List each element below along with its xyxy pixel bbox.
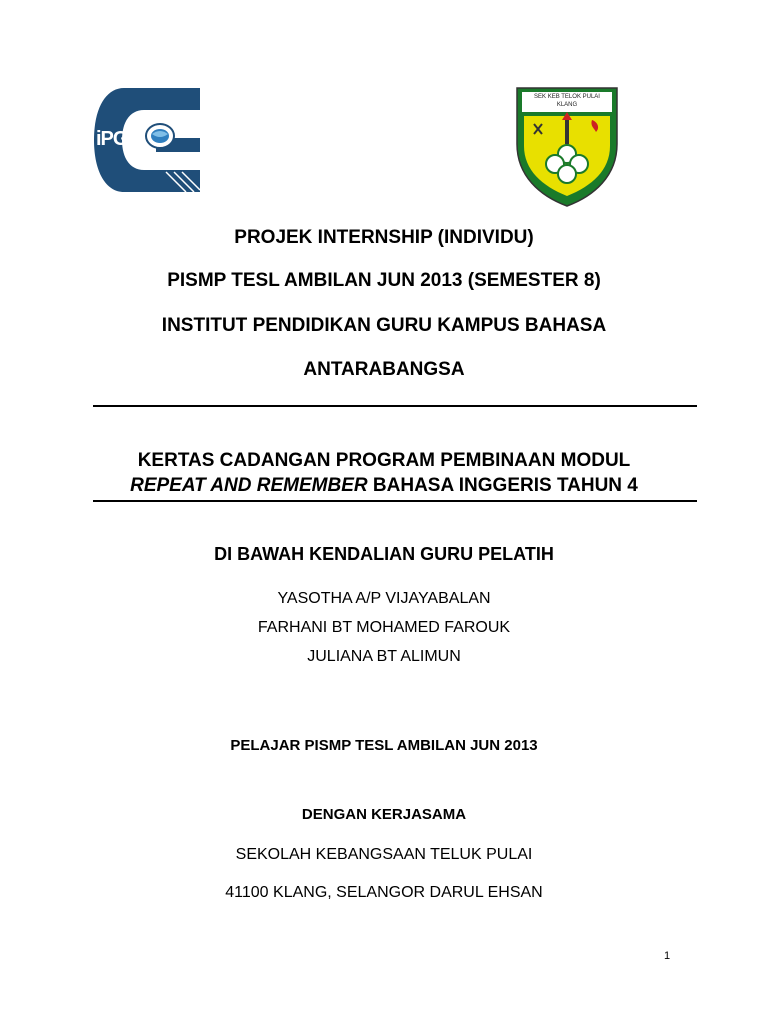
divider-top <box>93 405 697 407</box>
trainee-name: JULIANA BT ALIMUN <box>307 648 461 665</box>
school-crest-text: SEK KEB TELOK PULAI KLANG <box>534 94 600 108</box>
proposal-title-line2 <box>0 475 768 497</box>
collaboration-heading: DENGAN KERJASAMA <box>301 806 467 823</box>
ipg-logo <box>94 88 202 192</box>
school-name: SEKOLAH KEBANGSAAN TELUK PULAI <box>235 846 533 863</box>
institute-line-2: ANTARABANGSA <box>303 359 465 380</box>
page-number: 1 <box>664 950 671 962</box>
trainee-name: YASOTHA A/P VIJAYABALAN <box>277 590 491 607</box>
supervision-heading: DI BAWAH KENDALIAN GURU PELATIH <box>214 544 554 564</box>
institute-line: INSTITUT PENDIDIKAN GURU KAMPUS BAHASA <box>161 315 607 336</box>
proposal-title-rest: BAHASA INGGERIS TAHUN 4 <box>367 475 638 496</box>
divider-bottom <box>93 500 697 502</box>
school-address: 41100 KLANG, SELANGOR DARUL EHSAN <box>225 884 543 901</box>
school-crest <box>512 84 622 208</box>
trainee-name: FARHANI BT MOHAMED FAROUK <box>257 619 511 636</box>
program-line: PISMP TESL AMBILAN JUN 2013 (SEMESTER 8) <box>167 270 601 291</box>
module-name: REPEAT AND REMEMBER <box>130 475 368 496</box>
proposal-title-line1: KERTAS CADANGAN PROGRAM PEMBINAAN MODUL <box>137 450 631 471</box>
project-title: PROJEK INTERNSHIP (INDIVIDU) <box>234 227 534 248</box>
students-line: PELAJAR PISMP TESL AMBILAN JUN 2013 <box>230 737 538 754</box>
ipg-logo-text: iPG <box>96 128 128 150</box>
